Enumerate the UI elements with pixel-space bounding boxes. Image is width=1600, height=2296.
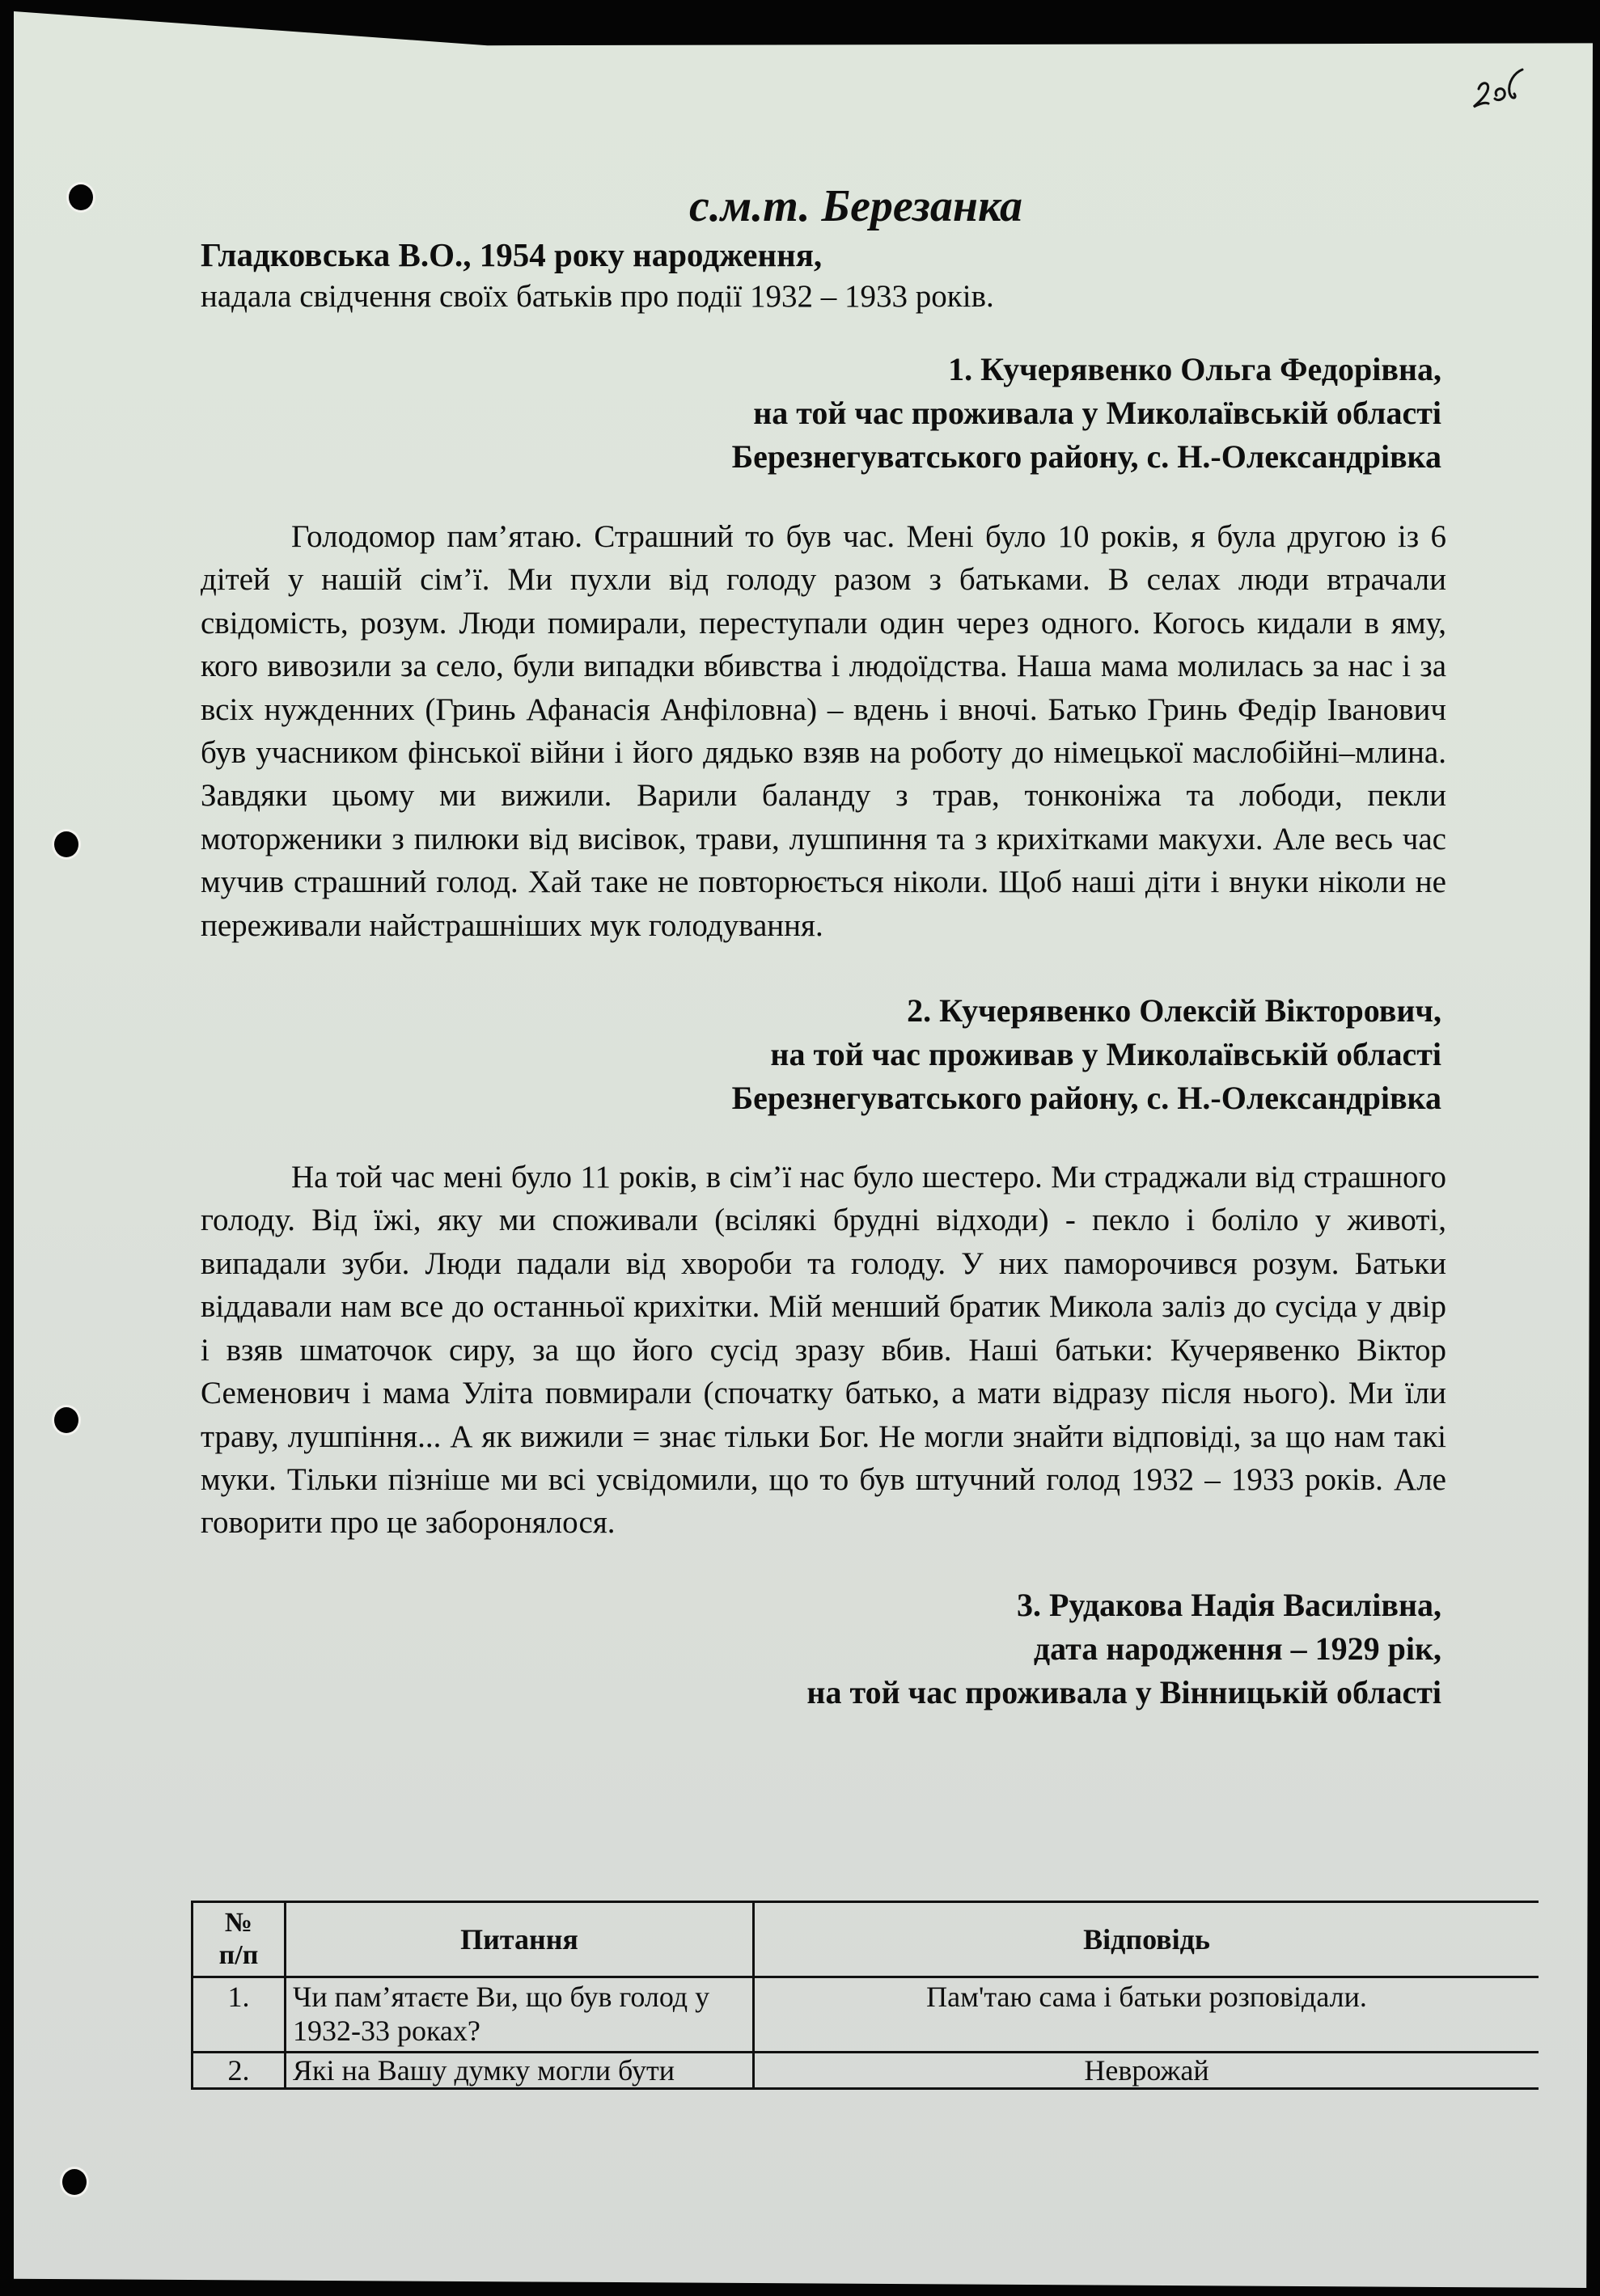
folio-number-text xyxy=(1464,65,1465,66)
header-number-sign: № xyxy=(224,1908,253,1938)
row-answer: Пам'таю сама і батьки розповідали. xyxy=(754,1977,1539,2053)
punch-hole-middle xyxy=(54,831,78,857)
row-answer: Неврожай xyxy=(754,2053,1539,2089)
witness-3 xyxy=(201,1584,1446,1715)
handwritten-folio-number xyxy=(1464,65,1537,113)
punch-hole-top xyxy=(69,184,93,210)
table-row xyxy=(193,1977,1539,2053)
row-question: Які на Вашу думку могли бути xyxy=(286,2053,754,2089)
witness-2 xyxy=(201,989,1446,1545)
witness-2-name: 2. Кучерявенко Олексій Вікторович, xyxy=(907,992,1441,1030)
header-answer: Відповідь xyxy=(754,1902,1539,1977)
row-number: 1. xyxy=(193,1977,286,2053)
witness-2-residence: на той час проживав у Миколаївській області xyxy=(770,1036,1441,1073)
header-number xyxy=(193,1902,286,1977)
header-question: Питання xyxy=(286,1902,754,1977)
questionnaire-table xyxy=(191,1901,1539,2090)
punch-hole-lower xyxy=(54,1407,78,1433)
row-question: Чи пам’ятаєте Ви, що був голод у 1932-33 роках? xyxy=(286,1977,754,2053)
row-number: 2. xyxy=(193,2053,286,2089)
table-row xyxy=(193,2053,1539,2089)
handwritten-signature-mark xyxy=(1464,65,1537,113)
witness-2-testimony: На той час мені було 11 років, в сім’ї нас було шестеро. Ми страджали від страшного голоду. Від їжі, яку ми споживали (всілякі брудні відходи) - пекло і боліло у животі, випадали зуби. Люди падали від хвороби та голоду. У них паморочився розум. Батьки віддавали нам все до останньої крихітки. Мій менший братик Микола заліз до сусіда у двір і взяв шматочок сиру, за що його сусід зразу вбив. Наші батьки: Кучерявенко Віктор Семенович і мама Уліта повмирали (спочатку батько, а мати відразу після нього). Ми їли траву, лушпіння... А як вижили = знає тільки Бог. Не могли знайти відповіді, за що нам такі муки. Тільки пізніше ми всі усвідомили, що то був штучний голод 1932 – 1933 років. Але говорити про це заборонялося. xyxy=(201,1160,1446,1541)
punch-hole-bottom xyxy=(62,2169,87,2195)
witness-2-district: Березнегуватського району, с. Н.-Олександрівка xyxy=(731,1080,1441,1117)
table-header-row xyxy=(193,1902,1539,1977)
witness-1-residence: на той час проживала у Миколаївській області xyxy=(753,395,1441,431)
header-number-label: п/п xyxy=(218,1940,259,1970)
intro-description: надала свідчення своїх батьків про події 1932 – 1933 років. xyxy=(201,279,994,314)
witness-3-residence: на той час проживала у Вінницькій області xyxy=(806,1673,1441,1710)
witness-3-name: 3. Рудакова Надія Василівна, xyxy=(1016,1586,1441,1623)
witness-1 xyxy=(201,348,1446,947)
page-title: с.м.т. Березанка xyxy=(689,181,1022,231)
witness-1-name: 1. Кучерявенко Ольга Федорівна, xyxy=(948,351,1441,387)
witness-3-birthdate: дата народження – 1929 рік, xyxy=(1033,1630,1441,1667)
witness-1-testimony: Голодомор пам’ятаю. Страшний то був час. Мені було 10 років, я була другою із 6 дітей у нашій сім’ї. Ми пухли від голоду разом з батьками. В селах люди втрачали свідомість, розум. Люди помирали, переступали один через одного. Когось кидали в яму, кого вивозили за село, були випадки вбивства і людоїдства. Наша мама молилась за нас і за всіх нужденних (Гринь Афанасія Анфіловна) – вдень і вночі. Батько Гринь Федір Іванович був учасником фінської війни і його дядько взяв на роботу до німецької маслобійні–млина. Завдяки цьому ми вижили. Варили баланду з трав, тонконіжа та лободи, пекли моторженики з пилюки від висівок, трави, лушпиння та з крихітками макухи. Але весь час мучив страшний голод. Хай таке не повторюється ніколи. Щоб наші діти і внуки ніколи не переживали найстрашніших мук голодування. xyxy=(201,519,1446,943)
intro-author: Гладковська В.О., 1954 року народження, xyxy=(201,236,823,273)
witness-1-district: Березнегуватського району, с. Н.-Олександрівка xyxy=(731,438,1441,475)
document-body xyxy=(201,180,1446,1715)
